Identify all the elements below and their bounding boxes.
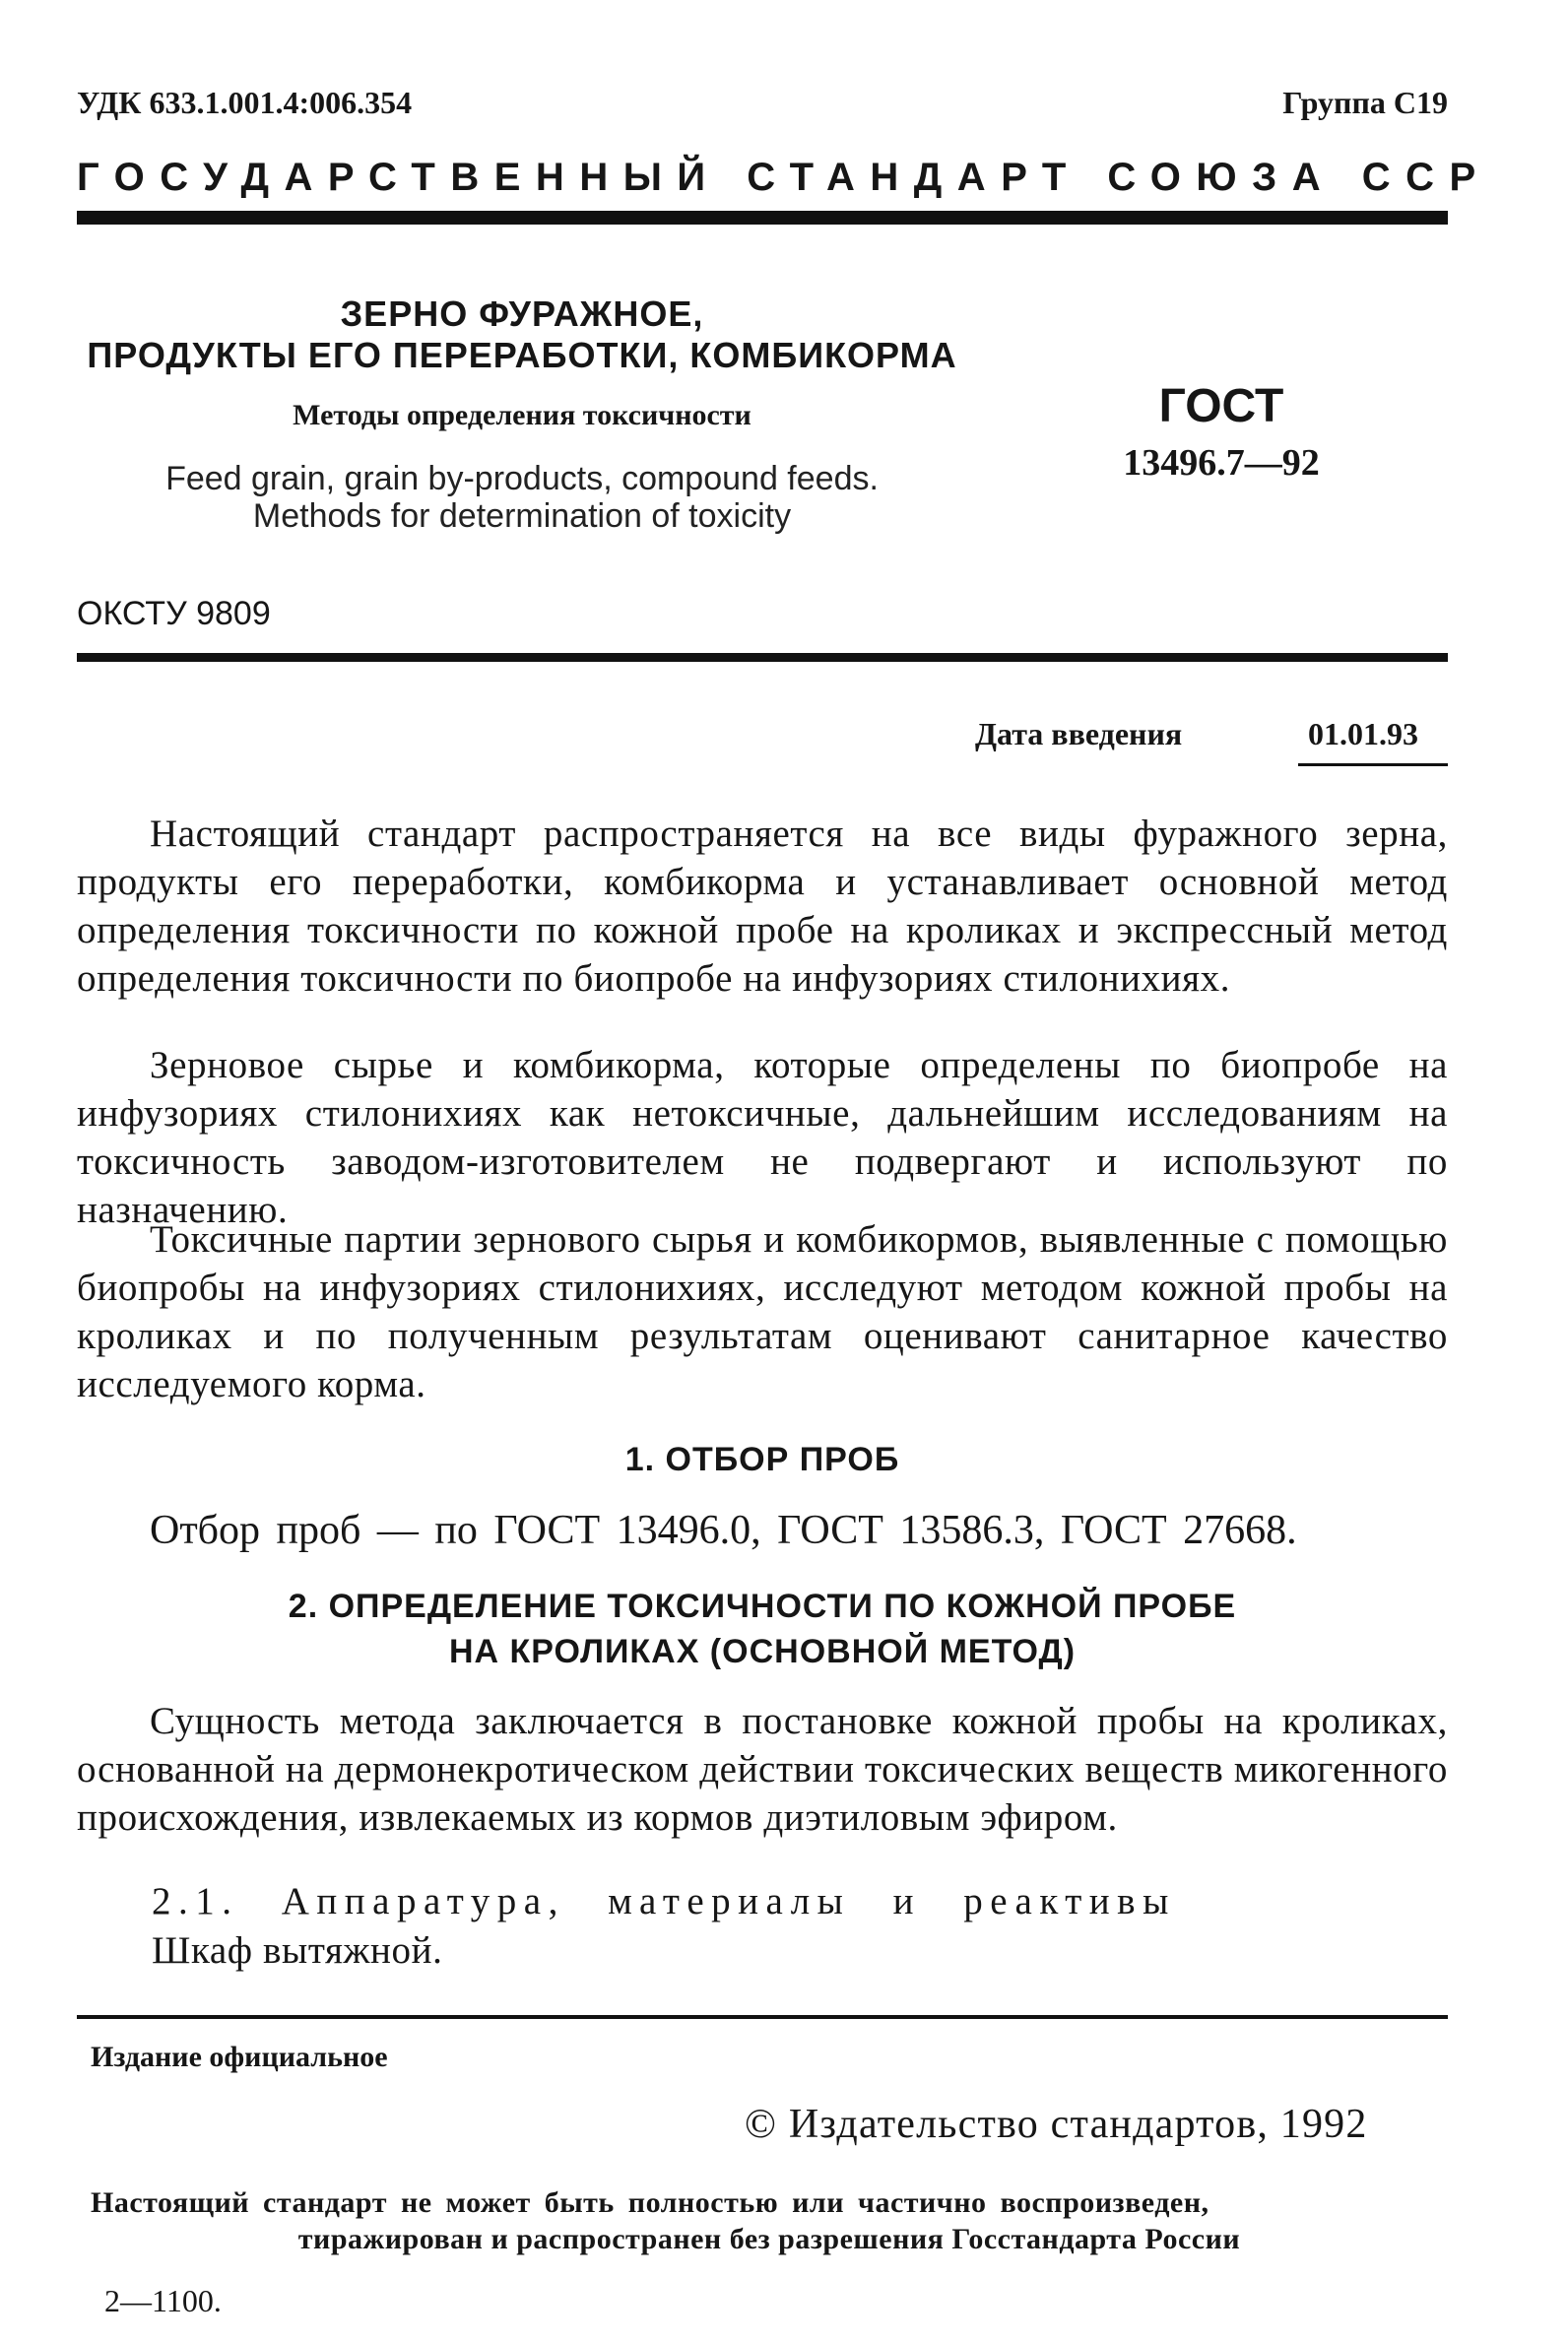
section-1-heading: 1. ОТБОР ПРОБ xyxy=(624,1441,900,1478)
intro-paragraph-1: Настоящий стандарт распространяется на все виды фуражного зерна, продукты его переработки, комбикорма и устанавливает основной метод определения токсичности по кожной пробе на кроликах и экспрессный метод определения токсичности по биопробе на инфузориях стилонихиях. xyxy=(77,813,1448,1000)
gost-label: ГОСТ xyxy=(1158,380,1284,432)
group-code: Группа С19 xyxy=(1282,85,1448,120)
copyright xyxy=(745,2101,1368,2148)
intro-date-value: 01.01.93 xyxy=(1308,716,1418,751)
state-standard-heading: ГОСУДАРСТВЕННЫЙ СТАНДАРТ СОЮЗА ССР xyxy=(77,156,1491,199)
english-title-line-2: Methods for determination of toxicity xyxy=(252,497,792,535)
udk-code: УДК 633.1.001.4:006.354 xyxy=(77,85,413,120)
section-2-heading-line-1: 2. ОПРЕДЕЛЕНИЕ ТОКСИЧНОСТИ ПО КОЖНОЙ ПРОБЕ xyxy=(288,1588,1237,1625)
section-2-paragraph: Сущность метода заключается в постановке кожной пробы на кроликах, основанной на дермонекротическом действии токсических веществ микогенного происхождения, извлекаемых из кормов диэтиловым эфиром. xyxy=(77,1700,1448,1839)
copyright-text: Издательство стандартов, 1992 xyxy=(788,2102,1368,2147)
intro-date-label: Дата введения xyxy=(975,716,1183,751)
official-edition: Издание официальное xyxy=(91,2041,388,2073)
section-1-text: Отбор проб — по ГОСТ 13496.0, ГОСТ 13586.3, ГОСТ 27668. xyxy=(150,1508,1297,1553)
okstu-code: ОКСТУ 9809 xyxy=(77,595,271,632)
intro-paragraph-3: Токсичные партии зернового сырья и комбикормов, выявленные с помощью биопробы на инфузориях стилонихиях, исследуют методом кожной пробы на кроликах и по полученным результатам оценивают санитарное качество исследуемого корма. xyxy=(77,1218,1448,1405)
title-line-1: ЗЕРНО ФУРАЖНОЕ, xyxy=(340,293,704,334)
copyright-notice-line-2: тиражирован и распространен без разрешения Госстандарта России xyxy=(297,2223,1241,2255)
copyright-icon: © xyxy=(745,2102,778,2147)
title-line-2: ПРОДУКТЫ ЕГО ПЕРЕРАБОТКИ, КОМБИКОРМА xyxy=(87,335,957,375)
english-title-line-1: Feed grain, grain by-products, compound feeds. xyxy=(165,460,879,497)
gost-number: 13496.7—92 xyxy=(1123,442,1320,484)
section-2-1-heading: 2.1. Аппаратура, материалы и реактивы xyxy=(152,1880,1176,1922)
header-rule xyxy=(77,211,1448,225)
subtitle: Методы определения токсичности xyxy=(293,399,751,431)
print-code: 2—1100. xyxy=(104,2283,222,2318)
intro-paragraph-2: Зерновое сырье и комбикорма, которые определены по биопробе на инфузориях стилонихиях как нетоксичные, дальнейшим исследованиям на токсичность заводом-изготовителем не подвергают и используют по назначению. xyxy=(77,1044,1448,1231)
section-2-heading-line-2: НА КРОЛИКАХ (ОСНОВНОЙ МЕТОД) xyxy=(448,1633,1077,1670)
footer-rule xyxy=(77,2015,1448,2019)
copyright-notice-line-1: Настоящий стандарт не может быть полностью или частично воспроизведен, xyxy=(91,2186,1209,2219)
title-rule xyxy=(77,653,1448,662)
section-2-1-item: Шкаф вытяжной. xyxy=(152,1929,443,1972)
intro-date-underline xyxy=(1298,763,1448,766)
